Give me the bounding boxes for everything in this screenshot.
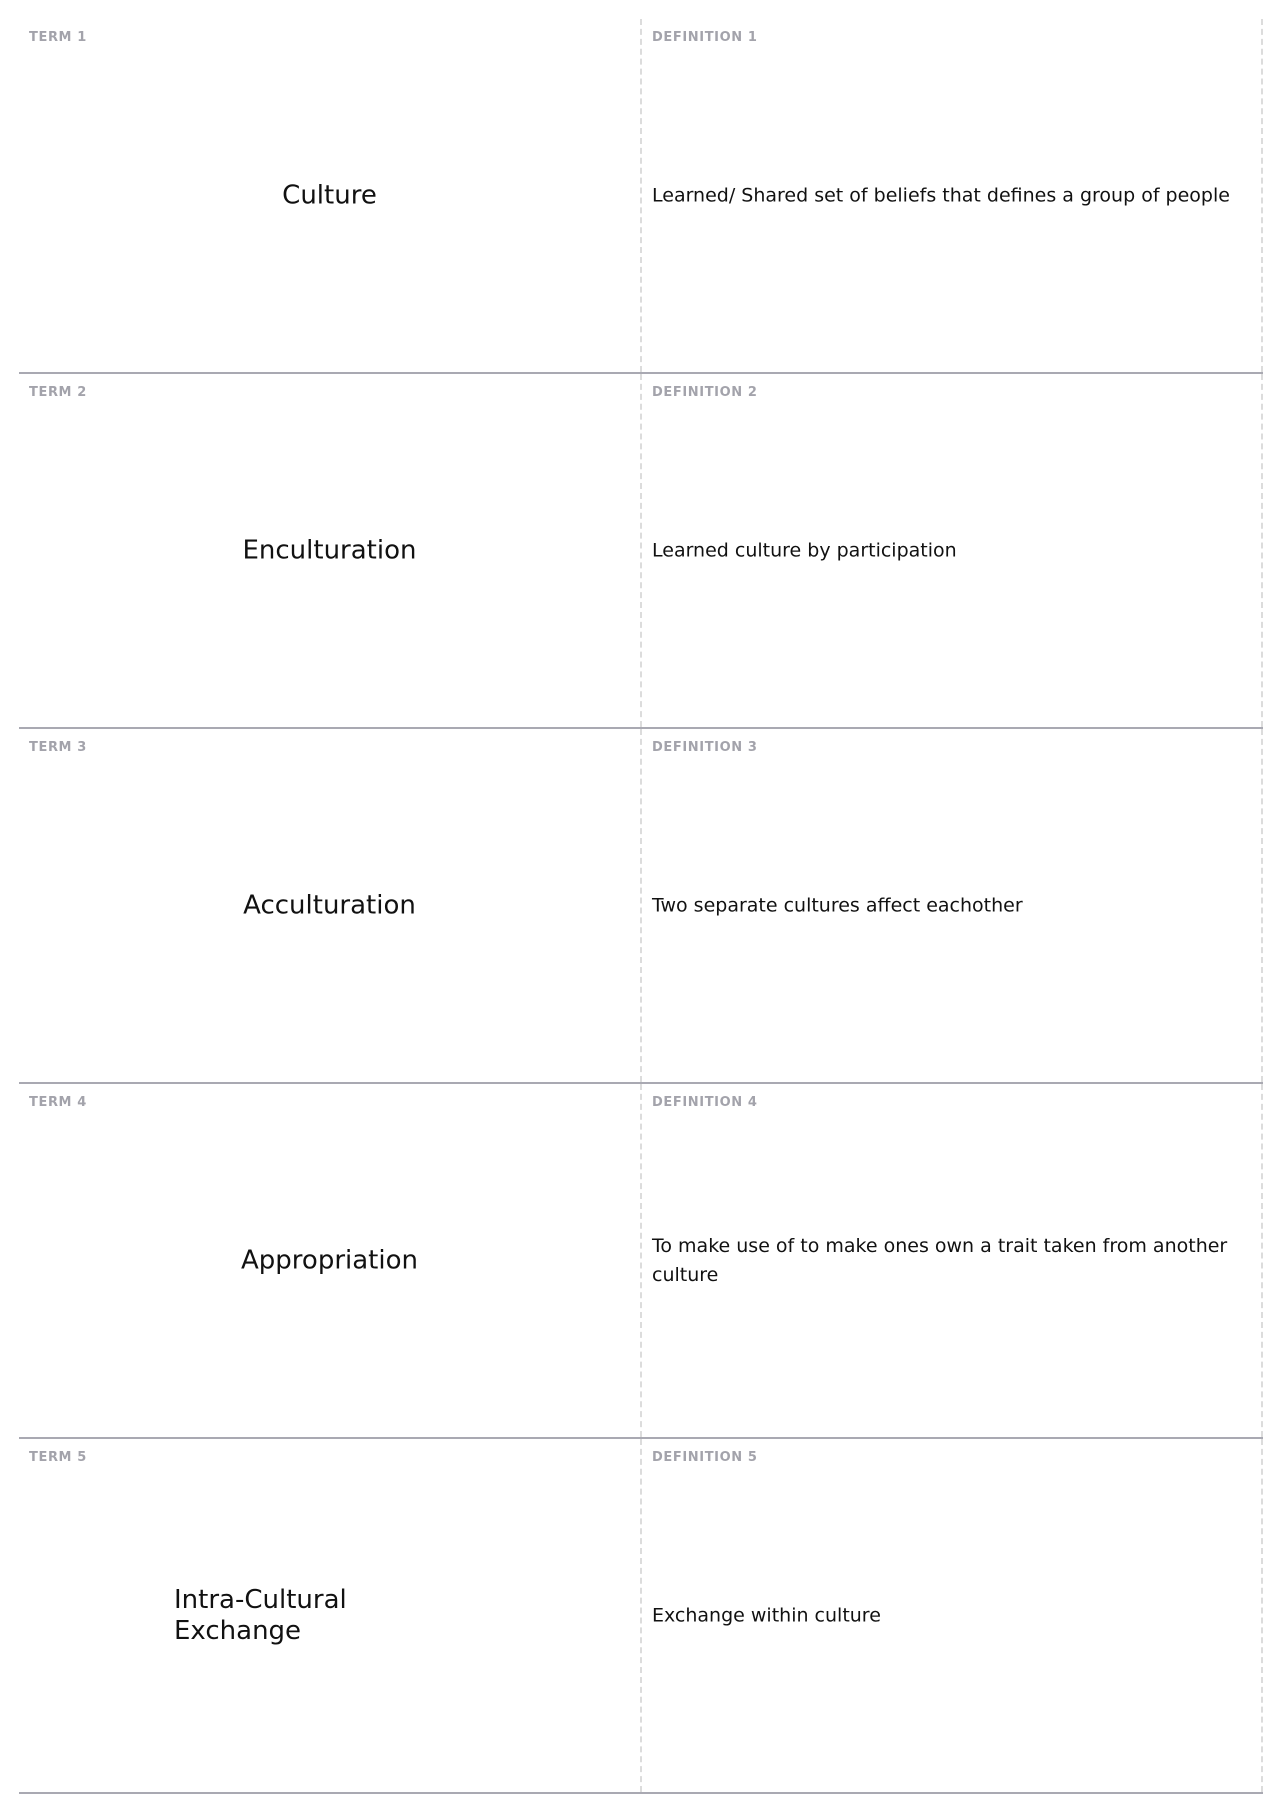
definition-cell-1 (642, 19, 1263, 372)
definition-cell-4 (642, 1084, 1263, 1437)
definition-text-3: Two separate cultures affect eachother (652, 894, 1023, 916)
term-label-3: TERM 3 (29, 740, 87, 755)
definition-text-2: Learned culture by participation (652, 539, 957, 561)
definition-label-1: DEFINITION 1 (652, 30, 758, 45)
flashcard-row-2 (19, 374, 1263, 729)
flashcard-row-4 (19, 1084, 1263, 1439)
term-cell-2 (19, 374, 642, 727)
definition-text-1: Learned/ Shared set of beliefs that defines a group of people (652, 184, 1230, 206)
definition-label-2: DEFINITION 2 (652, 385, 758, 400)
term-text-5: Intra-Cultural Exchange (174, 1584, 347, 1646)
term-label-5: TERM 5 (29, 1450, 87, 1465)
term-text-2: Enculturation (242, 535, 417, 565)
flashcard-row-1 (19, 19, 1263, 374)
definition-cell-3 (642, 729, 1263, 1082)
flashcard-sheet (19, 19, 1263, 1794)
flashcard-row-3 (19, 729, 1263, 1084)
definition-label-3: DEFINITION 3 (652, 740, 758, 755)
flashcard-row-5 (19, 1439, 1263, 1794)
term-cell-5 (19, 1439, 642, 1792)
definition-cell-2 (642, 374, 1263, 727)
term-label-4: TERM 4 (29, 1095, 87, 1110)
term-cell-3 (19, 729, 642, 1082)
definition-text-5: Exchange within culture (652, 1604, 881, 1626)
term-cell-1 (19, 19, 642, 372)
term-cell-4 (19, 1084, 642, 1437)
term-text-4: Appropriation (241, 1245, 418, 1275)
term-text-1: Culture (282, 180, 377, 210)
definition-label-4: DEFINITION 4 (652, 1095, 758, 1110)
term-text-3: Acculturation (243, 890, 416, 920)
term-label-1: TERM 1 (29, 30, 87, 45)
definition-label-5: DEFINITION 5 (652, 1450, 758, 1465)
definition-text-4: To make use of to make ones own a trait taken from another culture (652, 1234, 1228, 1286)
definition-cell-5 (642, 1439, 1263, 1792)
term-label-2: TERM 2 (29, 385, 87, 400)
